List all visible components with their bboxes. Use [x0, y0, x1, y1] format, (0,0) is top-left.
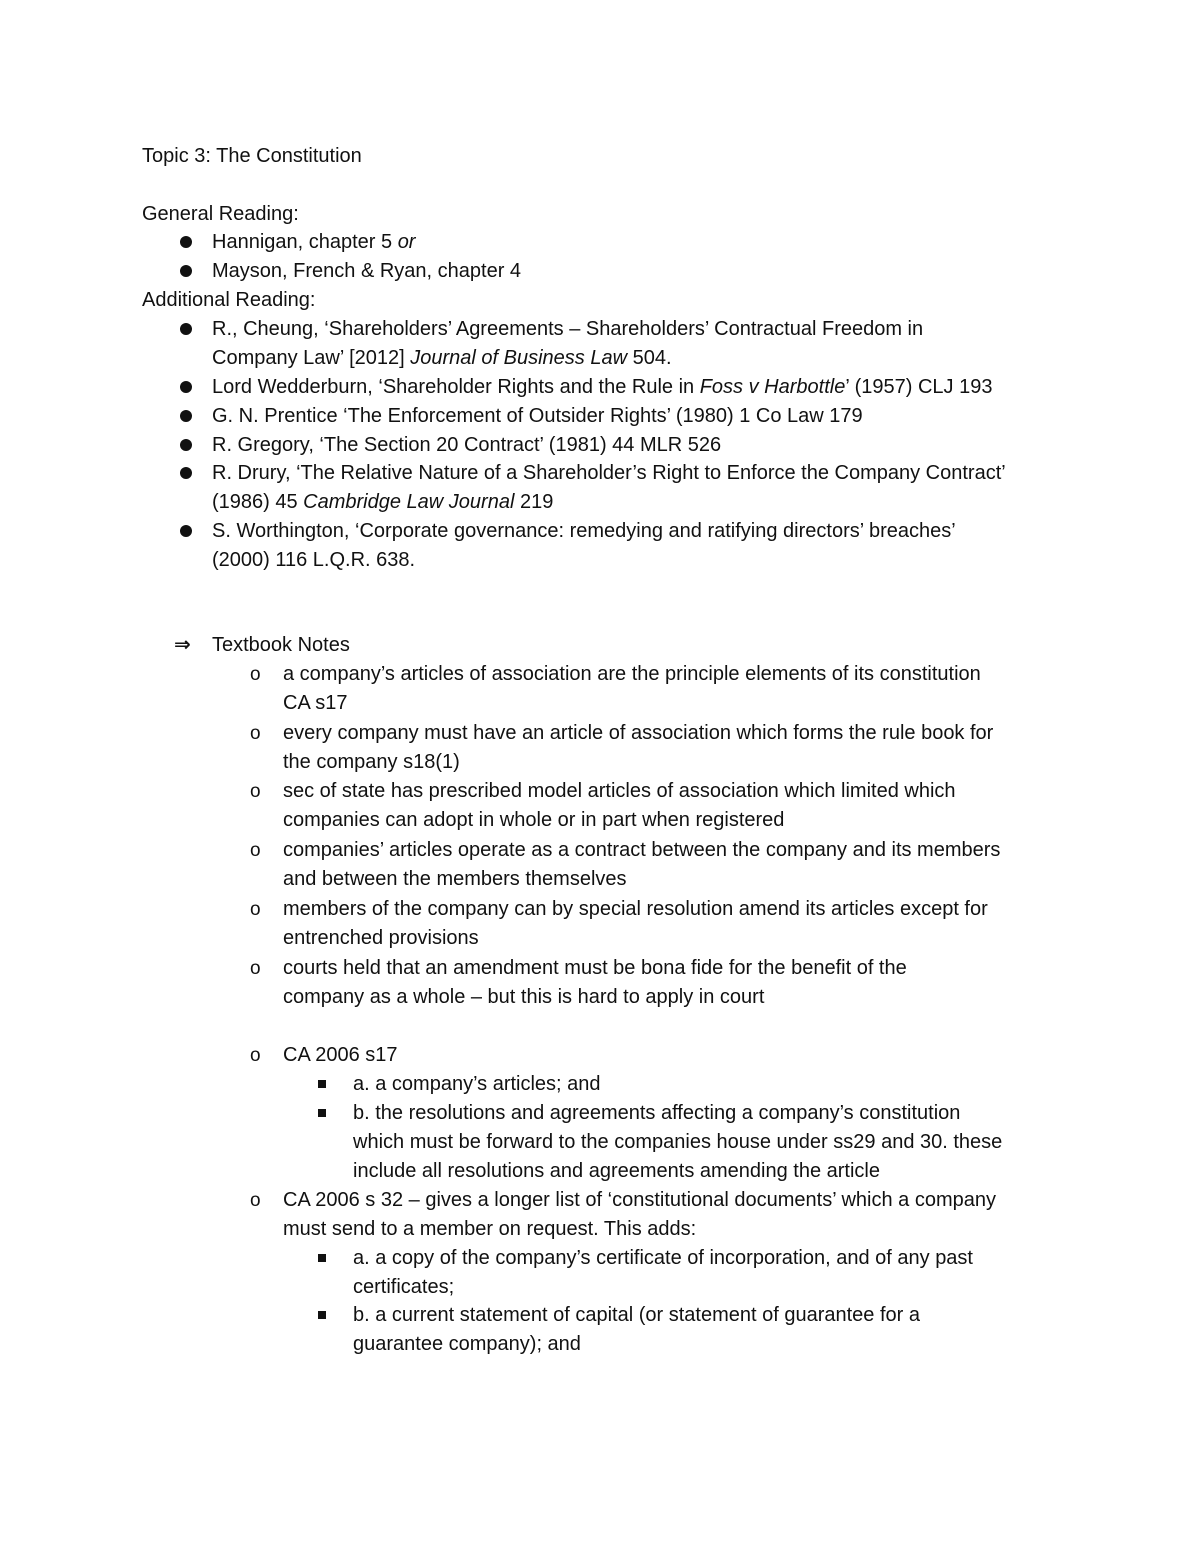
note-item: sec of state has prescribed model articles of association which limited which	[283, 780, 956, 802]
note-item-cont: companies can adopt in whole or in part when registered	[283, 809, 785, 831]
additional-reading-item: R. Drury, ‘The Relative Nature of a Shareholder’s Right to Enforce the Company Contract’	[212, 462, 1006, 484]
note-item-cont: and between the members themselves	[283, 868, 627, 890]
ca32-item: CA 2006 s 32 – gives a longer list of ‘constitutional documents’ which a company	[283, 1189, 996, 1211]
bullet-icon	[180, 439, 192, 451]
ca17-label: CA 2006 s17	[283, 1044, 398, 1066]
circle-bullet-icon: o	[250, 723, 261, 744]
note-item-cont: company as a whole – but this is hard to apply in court	[283, 986, 765, 1008]
ca17-sub-item: a. a company’s articles; and	[353, 1073, 601, 1095]
note-item: every company must have an article of association which forms the rule book for	[283, 722, 994, 744]
bullet-icon	[180, 525, 192, 537]
note-item: courts held that an amendment must be bona fide for the benefit of the	[283, 957, 907, 979]
circle-bullet-icon: o	[250, 1190, 261, 1211]
additional-reading-item: G. N. Prentice ‘The Enforcement of Outsider Rights’ (1980) 1 Co Law 179	[212, 405, 863, 427]
ca17-sub-item: b. the resolutions and agreements affecting a company’s constitution	[353, 1102, 961, 1124]
ca32-item-cont: must send to a member on request. This adds:	[283, 1218, 697, 1240]
ca17-sub-item-cont: which must be forward to the companies house under ss29 and 30. these	[353, 1131, 1003, 1153]
bullet-icon	[180, 467, 192, 479]
square-bullet-icon	[318, 1080, 326, 1088]
bullet-icon	[180, 265, 192, 277]
circle-bullet-icon: o	[250, 781, 261, 802]
additional-reading-item: Lord Wedderburn, ‘Shareholder Rights and the Rule in Foss v Harbottle’ (1957) CLJ 193	[212, 376, 993, 398]
ca32-sub-item-cont: guarantee company); and	[353, 1333, 581, 1355]
note-item: members of the company can by special resolution amend its articles except for	[283, 898, 988, 920]
note-item: a company’s articles of association are the principle elements of its constitution	[283, 663, 981, 685]
circle-bullet-icon: o	[250, 664, 261, 685]
arrow-icon: ⇒	[174, 634, 191, 656]
note-item: companies’ articles operate as a contract between the company and its members	[283, 839, 1001, 861]
additional-reading-heading: Additional Reading:	[142, 289, 316, 311]
circle-bullet-icon: o	[250, 840, 261, 861]
circle-bullet-icon: o	[250, 958, 261, 979]
additional-reading-item: S. Worthington, ‘Corporate governance: remedying and ratifying directors’ breaches’	[212, 520, 956, 542]
ca32-sub-item-cont: certificates;	[353, 1276, 455, 1298]
square-bullet-icon	[318, 1254, 326, 1262]
bullet-icon	[180, 236, 192, 248]
general-reading-item: Hannigan, chapter 5 or	[212, 231, 416, 253]
textbook-notes-heading: Textbook Notes	[212, 634, 350, 656]
note-item-cont: the company s18(1)	[283, 751, 460, 773]
additional-reading-item-cont: (2000) 116 L.Q.R. 638.	[212, 549, 416, 571]
ca32-sub-item: a. a copy of the company’s certificate of incorporation, and of any past	[353, 1247, 973, 1269]
bullet-icon	[180, 410, 192, 422]
ca32-sub-item: b. a current statement of capital (or statement of guarantee for a	[353, 1304, 920, 1326]
note-item-cont: CA s17	[283, 692, 348, 714]
additional-reading-item: R. Gregory, ‘The Section 20 Contract’ (1981) 44 MLR 526	[212, 434, 722, 456]
square-bullet-icon	[318, 1311, 326, 1319]
page-title: Topic 3: The Constitution	[142, 145, 362, 167]
bullet-icon	[180, 323, 192, 335]
additional-reading-item: R., Cheung, ‘Shareholders’ Agreements – Shareholders’ Contractual Freedom in	[212, 318, 924, 340]
circle-bullet-icon: o	[250, 1045, 261, 1066]
ca17-sub-item-cont: include all resolutions and agreements amending the article	[353, 1160, 880, 1182]
additional-reading-item-cont: (1986) 45 Cambridge Law Journal 219	[212, 491, 554, 513]
note-item-cont: entrenched provisions	[283, 927, 479, 949]
bullet-icon	[180, 381, 192, 393]
square-bullet-icon	[318, 1109, 326, 1117]
circle-bullet-icon: o	[250, 899, 261, 920]
general-reading-item: Mayson, French & Ryan, chapter 4	[212, 260, 522, 282]
general-reading-heading: General Reading:	[142, 203, 299, 225]
additional-reading-item-cont: Company Law’ [2012] Journal of Business Law 504.	[212, 347, 672, 369]
